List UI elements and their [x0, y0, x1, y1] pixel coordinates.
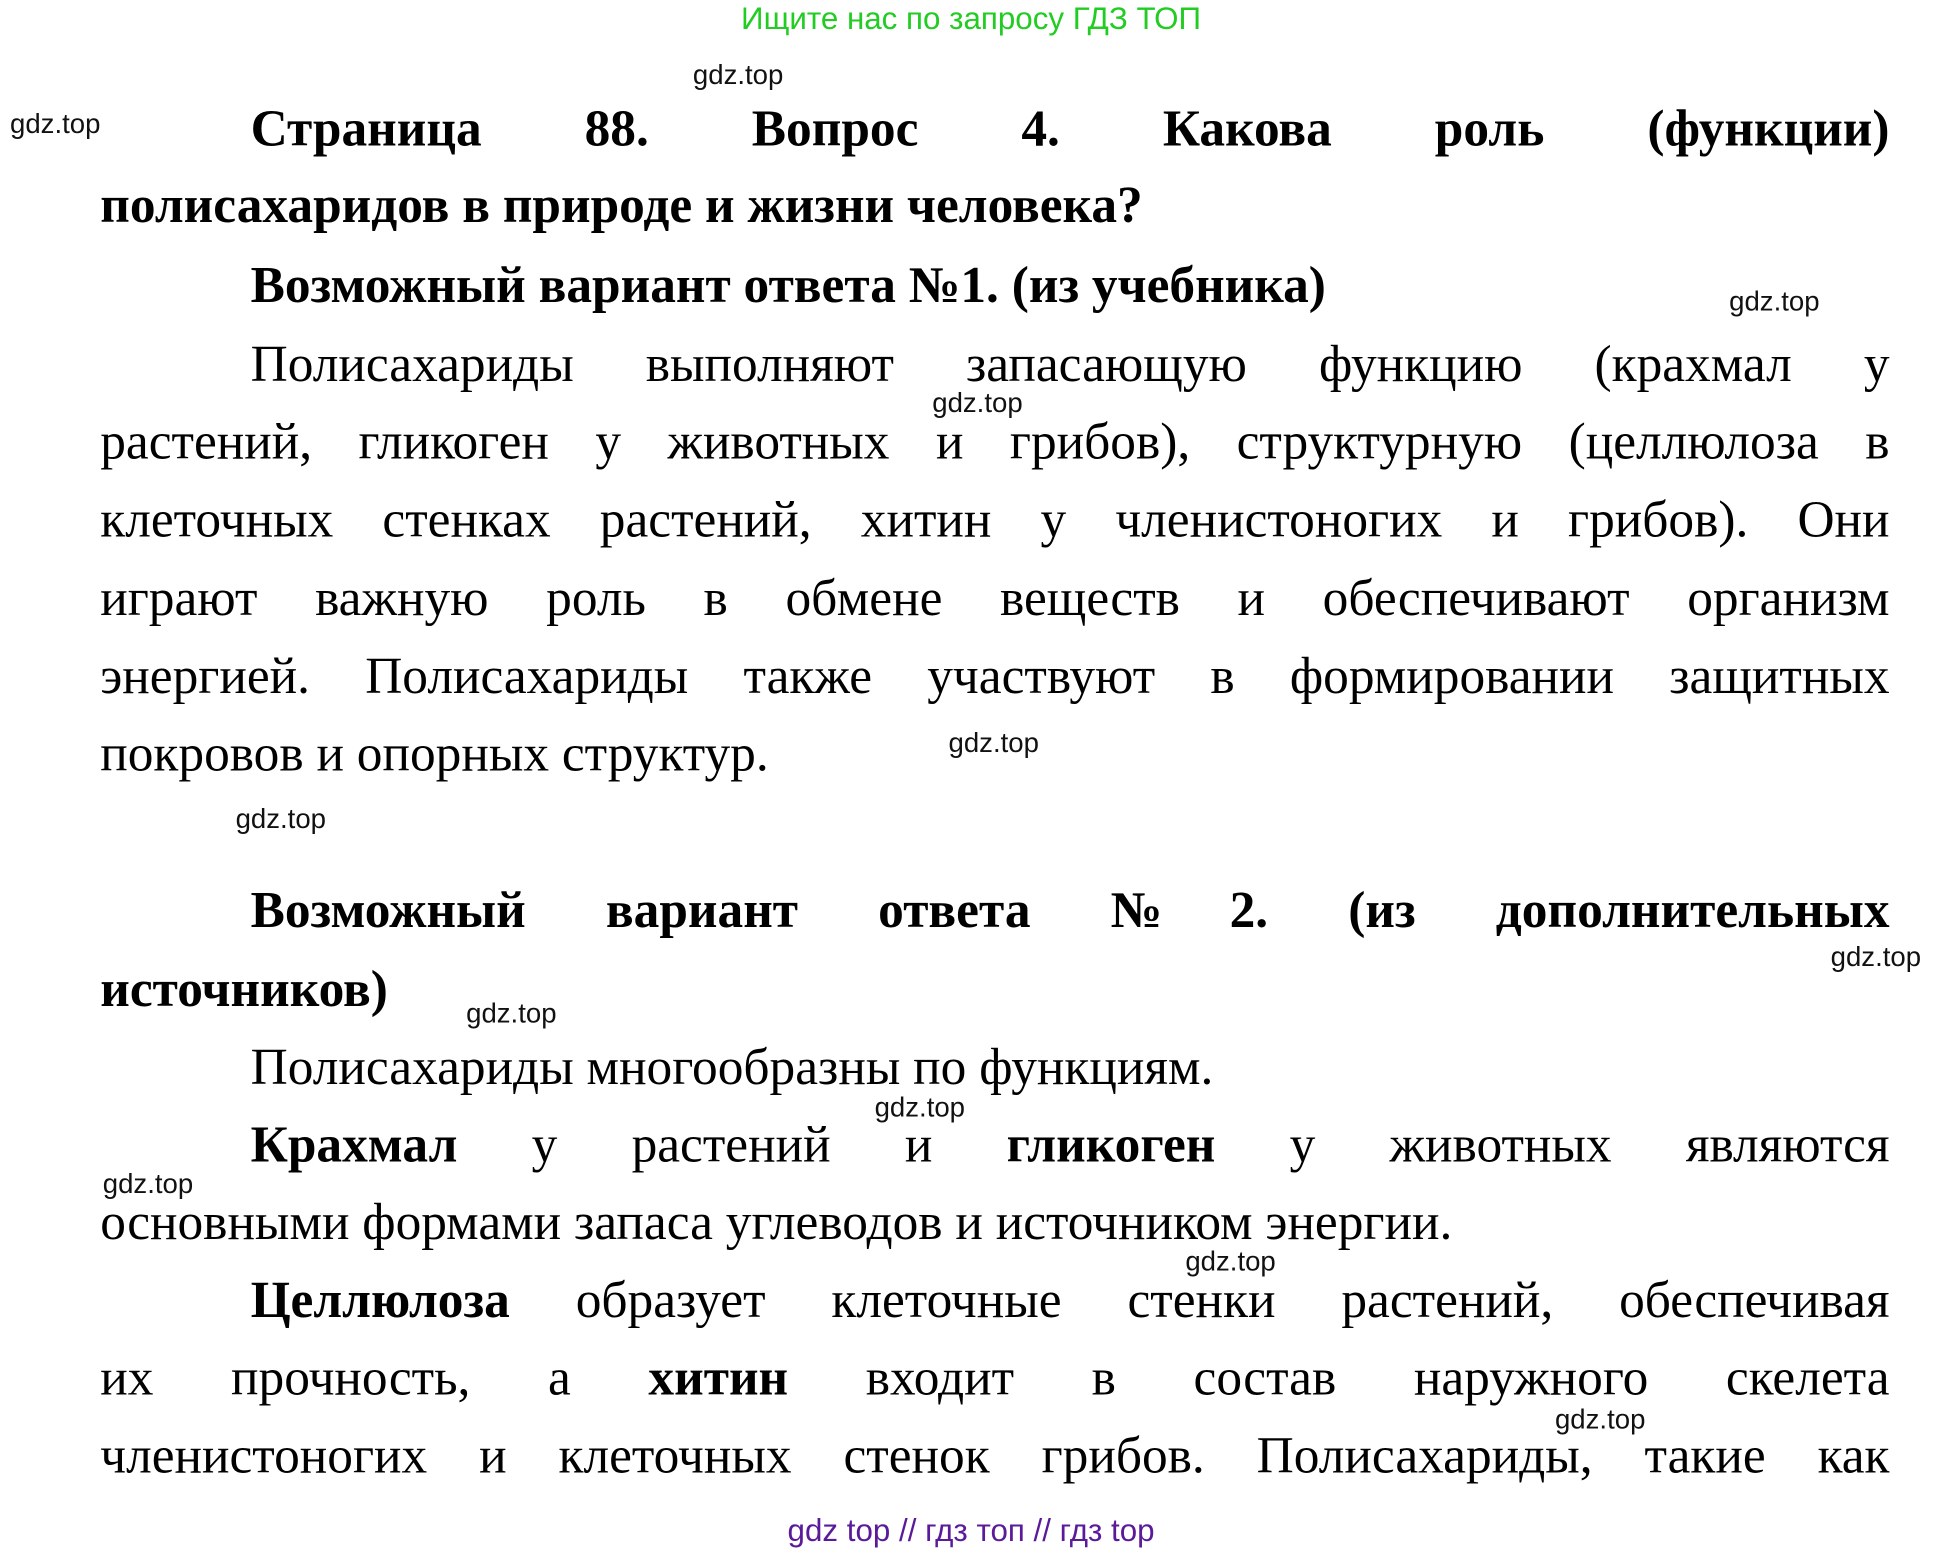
- bold-term: Возможный вариант ответа №2. (из дополнительных: [250, 880, 1890, 939]
- heading-line: [251, 878, 1890, 941]
- watermark-text: gdz.top: [1185, 1245, 1276, 1277]
- bold-term: Возможный вариант ответа №1. (из учебника): [250, 255, 1326, 314]
- watermark-text: gdz.top: [10, 107, 101, 140]
- bold-term: хитин: [648, 1348, 789, 1406]
- heading-line: [100, 173, 1142, 236]
- text-line: [251, 1035, 1214, 1098]
- text-line: [100, 1346, 1889, 1409]
- watermark-text: gdz.top: [1729, 285, 1820, 318]
- text-segment: их прочность, а: [100, 1348, 649, 1406]
- watermark-text: gdz.top: [932, 387, 1023, 419]
- text-line: [100, 487, 1889, 550]
- bold-term: Целлюлоза: [250, 1270, 510, 1329]
- text-segment: у растений и: [457, 1115, 1007, 1173]
- bold-term: полисахаридов в природе и жизни человека?: [100, 175, 1143, 234]
- bold-term: Крахмал: [250, 1115, 458, 1173]
- text-segment: покровов и опорных структур.: [100, 724, 769, 782]
- text-segment: членистоногих и клеточных стенок грибов. Полисахариды, такие как: [100, 1425, 1890, 1484]
- text-segment: Полисахариды многообразны по функциям.: [250, 1037, 1214, 1096]
- text-line: [251, 1113, 1890, 1176]
- text-segment: основными формами запаса углеводов и источником энергии.: [100, 1192, 1453, 1251]
- text-segment: играют важную роль в обмене веществ и обеспечивают организм: [100, 568, 1890, 627]
- heading-line: [251, 96, 1890, 159]
- watermark-text: gdz.top: [692, 58, 784, 91]
- watermark-text: gdz.top: [102, 1167, 194, 1200]
- text-segment: у животных являются: [1215, 1115, 1890, 1173]
- heading-line: [100, 957, 388, 1020]
- text-line: [100, 644, 1889, 707]
- watermark-text: gdz.top: [948, 726, 1039, 759]
- text-line: [100, 566, 1889, 629]
- watermark-text: gdz.top: [1830, 941, 1922, 973]
- text-segment: образует клеточные стенки растений, обеспечивая: [509, 1270, 1890, 1329]
- heading-line: [251, 253, 1326, 316]
- bold-term: Страница 88. Вопрос 4. Какова роль (функции): [250, 98, 1890, 157]
- text-segment: клеточных стенках растений, хитин у членистоногих и грибов). Они: [100, 489, 1890, 548]
- text-line: [251, 1268, 1890, 1331]
- watermark-text: gdz.top: [874, 1091, 966, 1123]
- bold-term: источников): [100, 959, 388, 1018]
- text-line: [100, 1190, 1452, 1253]
- text-segment: входит в состав наружного скелета: [788, 1348, 1890, 1406]
- text-line: [251, 332, 1890, 395]
- text-segment: энергией. Полисахариды также участвуют в формировании защитных: [100, 646, 1890, 705]
- text-line: [100, 722, 768, 785]
- text-segment: растений, гликоген у животных и грибов), структурную (целлюлоза в: [100, 412, 1890, 470]
- watermark-text: gdz.top: [1554, 1403, 1646, 1435]
- search-banner: Ищите нас по запросу ГДЗ ТОП: [741, 1, 1202, 37]
- bold-term: гликоген: [1006, 1115, 1216, 1173]
- text-segment: Полисахариды выполняют запасающую функцию (крахмал у: [250, 334, 1890, 393]
- watermark-text: gdz.top: [235, 803, 326, 835]
- footer-banner: gdz top // гдз топ // гдз top: [787, 1513, 1155, 1549]
- watermark-text: gdz.top: [466, 997, 557, 1029]
